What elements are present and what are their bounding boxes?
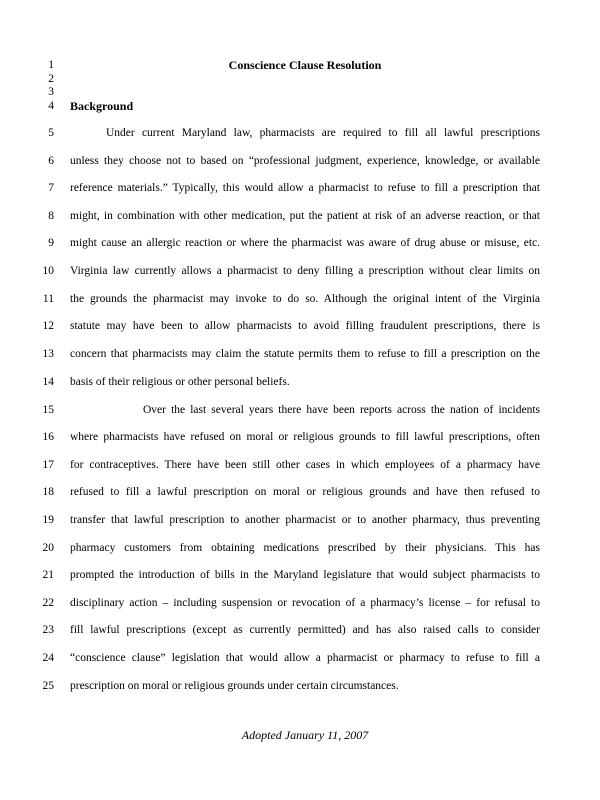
line-number: 15 — [42, 404, 54, 416]
text-line: refused to fill a lawful prescription on moral or religious grounds and have then refused to — [70, 486, 540, 498]
line-number: 13 — [42, 348, 54, 360]
line-number: 4 — [48, 100, 54, 112]
line-number: 11 — [42, 293, 54, 305]
line-number: 17 — [42, 459, 54, 471]
text-line: might cause an allergic reaction or where the pharmacist was aware of drug abuse or misuse, etc. — [70, 237, 540, 249]
line-number: 6 — [48, 155, 54, 167]
text-line: where pharmacists have refused on moral or religious grounds to fill lawful prescriptions, often — [70, 431, 540, 443]
text-line: for contraceptives. There have been still other cases in which employees of a pharmacy have — [70, 459, 540, 471]
text-line: fill lawful prescriptions (except as currently permitted) and has also raised calls to consider — [70, 624, 540, 636]
section-heading: Background — [70, 99, 134, 113]
line-number: 3 — [48, 86, 54, 98]
line-number: 25 — [42, 680, 54, 692]
line-number: 5 — [48, 127, 54, 139]
line-number: 21 — [42, 569, 54, 581]
text-line: prescription on moral or religious grounds under certain circumstances. — [70, 680, 399, 692]
line-number: 14 — [42, 376, 54, 388]
text-line: Under current Maryland law, pharmacists are required to fill all lawful prescriptions — [106, 127, 540, 139]
text-line: reference materials.” Typically, this would allow a pharmacist to refuse to fill a prescription that — [70, 182, 540, 194]
line-number: 7 — [48, 182, 54, 194]
line-number: 16 — [42, 431, 54, 443]
text-line: statute may have been to allow pharmacists to avoid filling fraudulent prescriptions, there is — [70, 320, 540, 332]
document-title: Conscience Clause Resolution — [228, 58, 382, 72]
line-number: 8 — [48, 210, 54, 222]
line-number: 9 — [48, 237, 54, 249]
text-line: “conscience clause” legislation that would allow a pharmacist or pharmacy to refuse to fill a — [70, 652, 540, 664]
text-line: Over the last several years there have been reports across the nation of incidents — [143, 404, 540, 416]
line-number: 22 — [42, 597, 54, 609]
line-number: 12 — [42, 320, 54, 332]
text-line: might, in combination with other medication, put the patient at risk of an adverse reaction, or that — [70, 210, 540, 222]
line-number: 10 — [42, 265, 54, 277]
line-number: 20 — [42, 542, 54, 554]
text-line: unless they choose not to based on “professional judgment, experience, knowledge, or available — [70, 155, 540, 167]
adoption-date-footer: Adopted January 11, 2007 — [241, 728, 369, 742]
line-number: 18 — [42, 486, 54, 498]
text-line: concern that pharmacists may claim the statute permits them to refuse to fill a prescription on the — [70, 348, 540, 360]
line-number: 2 — [48, 73, 54, 85]
text-line: disciplinary action – including suspension or revocation of a pharmacy’s license – for refusal to — [70, 597, 540, 609]
text-line: the grounds the pharmacist may invoke to do so. Although the original intent of the Virginia — [70, 293, 540, 305]
text-line: Virginia law currently allows a pharmacist to deny filling a prescription without clear limits on — [70, 265, 540, 277]
text-line: transfer that lawful prescription to another pharmacist or to another pharmacy, thus preventing — [70, 514, 540, 526]
line-number: 23 — [42, 624, 54, 636]
line-number: 24 — [42, 652, 54, 664]
text-line: prompted the introduction of bills in the Maryland legislature that would subject pharmacists to — [70, 569, 540, 581]
line-number: 19 — [42, 514, 54, 526]
text-line: pharmacy customers from obtaining medications prescribed by their physicians. This has — [70, 542, 540, 554]
text-line: basis of their religious or other personal beliefs. — [70, 376, 290, 388]
line-number: 1 — [48, 59, 54, 71]
